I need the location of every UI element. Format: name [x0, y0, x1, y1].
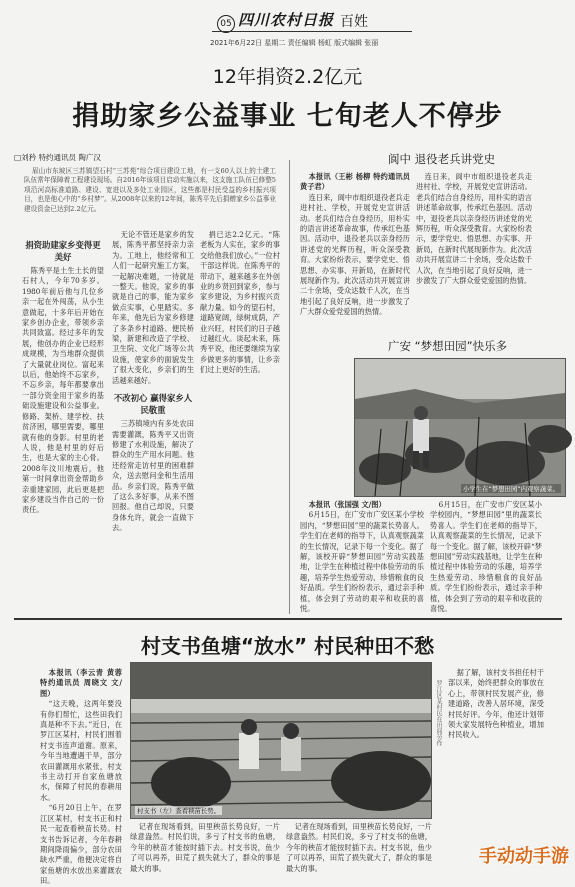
masthead: [0, 0, 575, 58]
page-number-badge: [217, 11, 235, 33]
dateline: 2021年6月22日 星期二 责任编辑 杨虹 版式编辑 张丽: [210, 39, 379, 47]
story4-col2-text: “6月20日上午，在罗江区某村，村支书正和村民一起查看秧苗长势。村支书告诉记者，今年春耕期间降雨偏少，部分农田缺水严重，他便决定将自家鱼塘的水放出来灌溉农田。: [40, 803, 122, 886]
lead-column-2: [112, 230, 194, 610]
story4-col3b-text: 记者在现场看到，田里秧苗长势良好，一片绿意盎然。村民们说，多亏了村支书的鱼塘，今年的秧苗才能按时插下去。村支书说，鱼少了可以再养，田荒了损失就大了，群众的事是最大的事。: [286, 822, 432, 873]
story4-column-3b: [286, 822, 432, 873]
story3-headline: 广安 “梦想田园”快乐多: [388, 339, 508, 353]
lead-column-3: [200, 230, 280, 610]
story2-text-cont: 连日来，阆中市组织退役老兵走进村社、学校，开展党史宣讲活动。老兵们结合自身经历，用朴实的语言讲述革命故事，传承红色基因。活动中，退役老兵以亲身经历讲述党的光辉历程，听众深受教育。大家纷纷表示，要学党史、悟思想、办实事、开新局，在新时代展现新作为。此次活动共开展宣讲二十余场，受众达数千人次，在当地引起了良好反响，进一步激发了广大群众爱党爱国的热情。: [416, 172, 532, 286]
lead-col2b-text: 三苏镇境内有多处农田需要灌溉，陈秀平又出资修建了水利设施，解决了群众的生产用水问题。他还经常走访村里的困难群众，送去慰问金和生活用品。乡亲们说，陈秀平做了这么多好事，从来不图回报。他自己却说，只要身体允许，就会一直做下去。: [112, 419, 194, 533]
garden-photo-image: [355, 359, 565, 496]
story3-byline: 本报讯（张国强 文/图）: [308, 500, 386, 509]
lead-headline: 捐助家乡公益事业 七旬老人不停步: [72, 101, 503, 132]
lead-column-1: [22, 236, 104, 610]
story3-column-1: [300, 500, 424, 612]
paddy-photo-image: [131, 663, 431, 818]
story2-text: 连日来，阆中市组织退役老兵走进村社、学校，开展党史宣讲活动。老兵们结合自身经历，用朴实的语言讲述革命故事，传承红色基因。活动中，退役老兵以亲身经历讲述党的光辉历程，听众深受教育。大家纷纷表示，要学党史、悟思想、办实事、开新局，在新时代展现新作为。此次活动共开展宣讲二十余场，受众达数千人次，在当地引起了良好反响，进一步激发了广大群众爱党爱国的热情。: [300, 192, 410, 317]
lead-subhead-1: 捐资助建家乡变得更美好: [25, 240, 101, 262]
story3-text-cont: 6月15日，在广安市广安区某小学校园内，“梦想田园”里的蔬菜长势喜人。学生们在老师的指导下，认真观察蔬菜的生长情况，记录下每一个变化。据了解，该校开辟“梦想田园”劳动实践基地，让学生在种植过程中体验劳动的乐趣，培养学生热爱劳动、珍惜粮食的良好品质。学生们纷纷表示，通过亲手种植，体会到了劳动的艰辛和收获的喜悦。: [430, 500, 542, 614]
story4-column-3: [130, 822, 280, 873]
masthead-divider: [212, 31, 412, 32]
section-name: 百姓: [340, 14, 368, 30]
page-number: 05: [217, 15, 235, 33]
story2-column-2: [416, 172, 532, 324]
story4-column-4: [448, 668, 544, 868]
story2-byline: 本报讯（王彬 杨柳 特约通讯员 黄子君）: [300, 172, 410, 192]
story4-column-1: [40, 668, 122, 886]
story2-headline: 阆中 退役老兵讲党史: [388, 152, 496, 166]
lead-subhead-2: 不改初心 赢得家乡人民敬重: [113, 393, 193, 416]
story4-byline: 本报讯（李云青 黄蓉 特约通讯员 周晓文 文/图）: [40, 668, 122, 698]
story4-photo: [130, 662, 432, 819]
section-divider: [14, 618, 562, 620]
site-watermark: 手动动手游: [479, 846, 569, 867]
story4-col4-text: 据了解，该村支书担任村干部以来，始终把群众的事放在心上，带领村民发展产业，修建道路，改善人居环境，深受村民好评。今年，他还计划带领大家发展特色种植业，增加村民收入。: [448, 668, 544, 740]
lead-kicker: 12年捐资2.2亿元: [212, 66, 363, 88]
story2-column-1: [300, 172, 410, 324]
story4-col1-text: “这天晚，这两年要没有你们帮忙，这些田我们真是种不下去。”近日，在罗江区某村，村民们围着村支书连声道谢。原来，今年当地遭遇干旱，部分农田灌溉用水紧张，村支书主动打开自家鱼塘放水，保障了村民的春耕用水。: [40, 699, 122, 802]
story3-photo: [354, 358, 566, 497]
lead-col2-text: 无论不管还是家乡的发展，陈秀平都坚持亲力亲为。工地上，他经常和工人们一起研究施工方案，一起解决难题，一待就是一整天。他说，家乡的事就是自己的事，能为家乡做点实事，心里踏实。多年来，他先后为家乡修建了多条乡村道路、便民桥梁，新建和改造了学校、卫生院、文化广场等公共设施，使家乡的面貌发生了很大变化，乡亲们的生活越来越好。: [112, 230, 194, 385]
story4-photo-side-label: 罗江区某村民在田间劳作: [435, 680, 442, 746]
lead-intro: [24, 167, 276, 225]
story3-column-2: [430, 500, 542, 612]
lead-col1-text: 陈秀平是土生土长的望石村人，今年70多岁。1980年前后他与几位乡亲一起在外闯荡，从小生意做起，十多年后开始在家乡创办企业，带领乡亲共同致富。经过多年的发展，他创办的企业已经形成规模，为当地群众提供了大量就业岗位。富起来以后，他始终不忘家乡，不忘乡亲，每年都要拿出一部分资金用于家乡的基础设施建设和公益事业。修路、架桥、建学校、扶贫济困，哪里需要，哪里就有他的身影。村里的老人说，他是村里的好后生，也是大家的主心骨。2008年汶川地震后，他第一时间拿出资金帮助乡亲重建家园，此后更是把家乡建设当作自己的一份责任。: [22, 266, 104, 515]
paper-name: 四川农村日报: [238, 11, 335, 29]
story4-col3-text: 记者在现场看到，田里秧苗长势良好，一片绿意盎然。村民们说，多亏了村支书的鱼塘，今年的秧苗才能按时插下去。村支书说，鱼少了可以再养，田荒了损失就大了，群众的事是最大的事。: [130, 822, 280, 873]
lead-intro-text: 眉山市东坡区三苏镇望石村“三苏苑”综合项目建设工地，有一支60人以上的土建工队伍常年保障着工程建设现场。自2016年该项目启动实施以来，这支施工队伍已修整5项沿河高标准道路、建设、宽进以及多处工业园区，这些都是村民受益的乡村振兴项目，也是他心中的“乡村梦”。从2008年以来的12年间，陈秀平先后捐赠家乡公益事业建设资金已达到2.2亿元。: [24, 167, 276, 213]
story4-photo-caption: 村支书（左）查看秧苗长势。: [137, 807, 221, 815]
story4-headline: 村支书鱼塘“放水” 村民种田不愁: [140, 634, 435, 658]
lead-byline: □刘矜 特约通讯员 陶广汉: [14, 153, 101, 162]
story3-text: 6月15日，在广安市广安区某小学校园内，“梦想田园”里的蔬菜长势喜人。学生们在老师的指导下，认真观察蔬菜的生长情况，记录下每一个变化。据了解，该校开辟“梦想田园”劳动实践基地，让学生在种植过程中体验劳动的乐趣，培养学生热爱劳动、珍惜粮食的良好品质。学生们纷纷表示，通过亲手种植，体会到了劳动的艰辛和收获的喜悦。: [300, 510, 424, 614]
column-divider: [289, 160, 290, 614]
lead-col3-text: 捐已达2.2亿元。“陈老板为人实在，家乡的事交给他我们放心。”一位村干部这样说。在陈秀平的带动下，越来越多在外创业的乡贤回到家乡，参与家乡建设，为乡村振兴贡献力量。如今的望石村，道路宽阔，绿树成荫，产业兴旺，村民们的日子越过越红火。谈起未来，陈秀平说，他还要继续为家乡做更多的事情，让乡亲们过上更好的生活。: [200, 230, 280, 375]
story3-photo-caption: 小学生在“梦想田园”内观察蔬菜。: [462, 485, 559, 493]
